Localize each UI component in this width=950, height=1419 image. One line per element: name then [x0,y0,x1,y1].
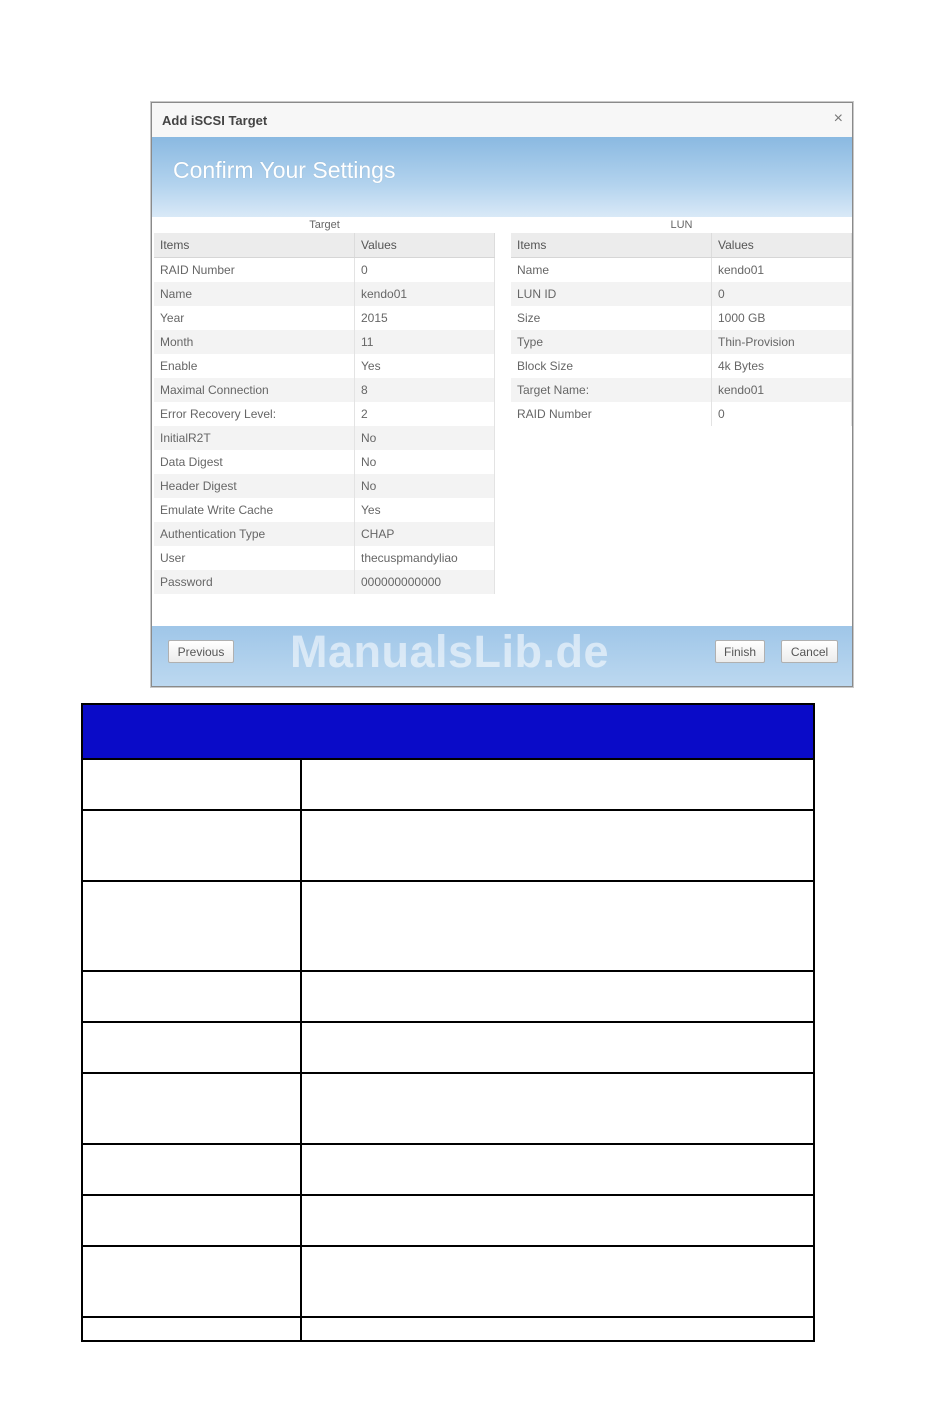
value-cell: thecuspmandyliao [355,546,495,570]
item-cell: Emulate Write Cache [154,498,355,522]
item-cell: Size [511,306,712,330]
item-cell: Month [154,330,355,354]
lun-caption: LUN [670,219,693,231]
watermark: ManualsLib.de [290,626,610,677]
spec-cell [83,1247,302,1316]
table-row [154,258,495,283]
table-row [154,498,495,522]
value-cell: Thin-Provision [712,330,852,354]
table-row [154,474,495,498]
spec-cell [83,760,302,809]
table-row [154,522,495,546]
value-cell: 11 [355,330,495,354]
value-cell: 2 [355,402,495,426]
spec-table-row [83,1318,813,1340]
table-row [511,306,852,330]
target-caption: Target [309,219,340,231]
value-cell: Yes [355,354,495,378]
item-cell: Password [154,570,355,594]
item-cell: InitialR2T [154,426,355,450]
lun-panel [511,217,852,426]
banner-title: Confirm Your Settings [173,157,396,183]
spec-cell [83,1074,302,1143]
cancel-button[interactable]: Cancel [781,640,838,663]
value-cell: kendo01 [712,378,852,402]
value-cell: No [355,426,495,450]
spec-cell [302,972,813,1021]
item-cell: RAID Number [511,402,712,426]
spec-table-row [83,1145,813,1196]
spec-cell [302,1145,813,1194]
table-row [511,402,852,426]
lun-table [511,233,852,426]
item-cell: Name [154,282,355,306]
target-values-header: Values [355,233,495,258]
item-cell: Enable [154,354,355,378]
spec-table-row [83,760,813,811]
table-row [511,330,852,354]
spec-cell [302,882,813,970]
value-cell: No [355,474,495,498]
finish-button[interactable]: Finish [715,640,765,663]
item-cell: User [154,546,355,570]
value-cell: 4k Bytes [712,354,852,378]
spec-cell [302,1247,813,1316]
table-row [154,546,495,570]
value-cell: 0 [712,282,852,306]
item-cell: Header Digest [154,474,355,498]
value-cell: 000000000000 [355,570,495,594]
spec-cell [302,760,813,809]
table-row [154,354,495,378]
spec-cell [83,1318,302,1340]
value-cell: No [355,450,495,474]
confirm-banner [152,137,852,217]
table-row [511,282,852,306]
dialog-titlebar [152,103,852,138]
table-row [154,450,495,474]
spec-cell [83,972,302,1021]
value-cell: 8 [355,378,495,402]
target-table [154,233,495,594]
table-row [511,378,852,402]
spec-cell [83,1023,302,1072]
spec-table-row [83,1247,813,1318]
spec-cell [83,1145,302,1194]
item-cell: Name [511,258,712,283]
value-cell: Yes [355,498,495,522]
item-cell: LUN ID [511,282,712,306]
table-row [154,306,495,330]
lun-values-header: Values [712,233,852,258]
previous-button[interactable]: Previous [168,640,234,663]
item-cell: Year [154,306,355,330]
spec-table-row [83,1196,813,1247]
spec-cell [302,811,813,880]
value-cell: kendo01 [355,282,495,306]
dialog-title: Add iSCSI Target [162,113,268,128]
close-icon[interactable]: × [833,110,843,127]
spec-cell [302,1196,813,1245]
target-panel [154,217,495,594]
table-row [154,402,495,426]
value-cell: 0 [355,258,495,283]
item-cell: Data Digest [154,450,355,474]
value-cell: kendo01 [712,258,852,283]
table-row [154,426,495,450]
item-cell: RAID Number [154,258,355,283]
spec-cell [83,882,302,970]
spec-table-row [83,811,813,882]
value-cell: 0 [712,402,852,426]
lun-items-header: Items [511,233,712,258]
item-cell: Authentication Type [154,522,355,546]
table-row [154,282,495,306]
item-cell: Block Size [511,354,712,378]
spec-cell [83,811,302,880]
table-row [511,354,852,378]
spec-table-row [83,972,813,1023]
spec-table-header [83,705,813,760]
table-row [154,378,495,402]
spec-table-row [83,1074,813,1145]
item-cell: Maximal Connection [154,378,355,402]
target-items-header: Items [154,233,355,258]
spec-cell [302,1023,813,1072]
spec-cell [302,1074,813,1143]
spec-cell [83,1196,302,1245]
spec-table-row [83,1023,813,1074]
spec-cell [302,1318,813,1340]
item-cell: Target Name: [511,378,712,402]
table-row [154,330,495,354]
item-cell: Type [511,330,712,354]
table-row [511,258,852,283]
item-cell: Error Recovery Level: [154,402,355,426]
value-cell: 1000 GB [712,306,852,330]
table-row [154,570,495,594]
value-cell: CHAP [355,522,495,546]
spec-table-row [83,882,813,972]
value-cell: 2015 [355,306,495,330]
dialog-footer [152,626,852,686]
blank-spec-table [81,703,815,1342]
add-iscsi-target-dialog [151,102,853,687]
